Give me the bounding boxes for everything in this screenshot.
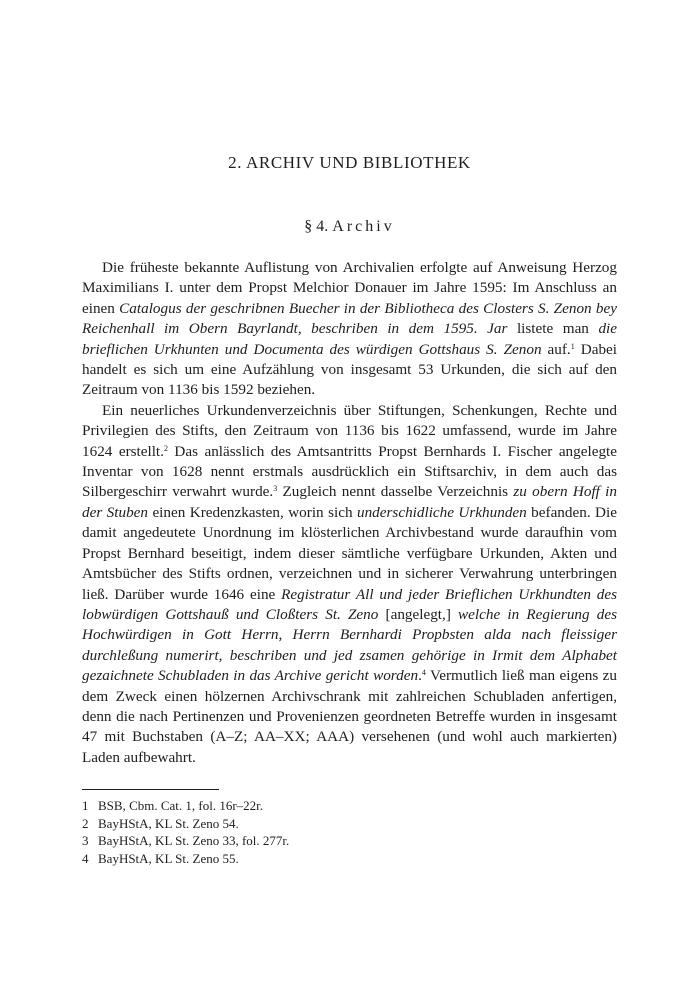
- text-run: .: [418, 667, 422, 685]
- section-title: Archiv: [332, 218, 395, 235]
- text-run: auf.: [541, 340, 571, 358]
- footnote-number: 2: [82, 815, 89, 831]
- italic-quote: Catalogus der geschribnen Buecher in der Bibliotheca des Closters S. Zenon bey Reichenhall im Obern Bayrlandt, beschriben in dem 1595. Jar: [82, 299, 617, 338]
- footnote-ref[interactable]: 2: [163, 443, 168, 453]
- text-run: [angelegt,]: [378, 605, 459, 623]
- footnote-divider: [82, 789, 219, 790]
- text-run: Die früheste bekannte Auflistung von Archivalien erfolgte auf Anweisung Herzog Maximilians I. unter dem Propst Melchior Donauer im Jahre 1595: Im Anschluss an einen: [82, 259, 617, 317]
- page: [82, 0, 617, 988]
- text-run: befanden. Die damit angedeutete Unordnung im klösterlichen Archivbestand wurde daraufhin vom Propst Bernhard beseitigt, indem dieser sämtliche verfügbare Urkunden, Akten und Amtsbücher des Stifts ordnen, verzeichnen und in sicherer Verwahrung unterbringen ließ. Darüber wurde 1646 eine: [82, 503, 617, 603]
- chapter-title: 2. ARCHIV UND BIBLIOTHEK: [228, 153, 471, 172]
- footnote-number: 3: [82, 833, 89, 849]
- footnote-ref[interactable]: 1: [570, 341, 575, 351]
- footnote-number: 4: [82, 850, 89, 866]
- section-heading: [82, 218, 617, 236]
- footnote-text: BSB, Cbm. Cat. 1, fol. 16r–22r.: [98, 798, 264, 813]
- footnote-number: 1: [82, 798, 89, 813]
- italic-quote: zu obern Hoff in der Stuben: [82, 483, 617, 521]
- footnote-ref[interactable]: 3: [273, 484, 278, 494]
- footnote-ref[interactable]: 4: [421, 668, 426, 678]
- footnote-text: BayHStA, KL St. Zeno 54.: [98, 815, 239, 831]
- italic-quote: Registratur All und jeder Brieflichen Urkhundten des lobwürdigen Gottshauß und Cloßters St. Zeno: [82, 585, 617, 623]
- section-symbol: § 4.: [304, 218, 329, 235]
- text-run: listete man: [507, 320, 599, 338]
- text-run: Vermutlich ließ man eigens zu dem Zweck einen hölzernen Archivschrank mit zahlreichen Schubladen anfertigen, denn die nach Pertinenzen und Provenienzen geordneten Betreffe wurden in insgesamt 47 mit Buchstaben (A–Z; AA–XX; AAA) versehenen (und wohl auch markierten) Laden aufbewahrt.: [82, 667, 617, 766]
- text-run: Dabei handelt es sich um eine Aufzählung von insgesamt 53 Urkunden, die sich auf den Zeitraum von 1136 bis 1592 beziehen.: [82, 340, 617, 399]
- italic-quote: die brieflichen Urkhunten und Documenta des würdigen Gottshaus S. Zenon: [82, 320, 617, 358]
- italic-quote: welche in Regierung des Hochwürdigen in Gott Herrn, Herrn Bernhardi Propbsten alda nach fleissiger durchleßung numerirt, beschriben und jed zsamen gehörige in Irmit dem Alphabet gezaichnete Schubladen in das Archive gericht worden: [82, 605, 617, 685]
- text-run: Ein neuerliches Urkundenverzeichnis über Stiftungen, Schenkungen, Rechte und Privilegien des Stifts, den Zeitraum von 1136 bis 1622 umfassend, wurde im Jahre 1624 erstellt.: [82, 401, 617, 460]
- paragraph: [82, 258, 617, 401]
- body-text: [82, 258, 617, 768]
- footnote: [82, 850, 617, 868]
- footnotes: [82, 797, 617, 867]
- footnote-text: BayHStA, KL St. Zeno 55.: [98, 850, 239, 866]
- italic-quote: underschidliche Urkhunden: [356, 503, 527, 521]
- footnote-text: BayHStA, KL St. Zeno 33, fol. 277r.: [98, 833, 290, 849]
- footnote: [82, 832, 617, 850]
- text-run: Das anlässlich des Amtsantritts Propst Bernhards I. Fischer angelegte Inventar von 1628 nennt erstmals ausdrücklich ein Stiftsarchiv, in dem auch das Silbergeschirr verwahrt wurde.: [82, 442, 617, 501]
- footnote: [82, 797, 617, 815]
- text-run: Zugleich nennt dasselbe Verzeichnis: [277, 483, 514, 501]
- text-run: einen Kredenzkasten, worin sich: [148, 503, 357, 521]
- paragraph: [82, 401, 617, 768]
- footnote: [82, 815, 617, 833]
